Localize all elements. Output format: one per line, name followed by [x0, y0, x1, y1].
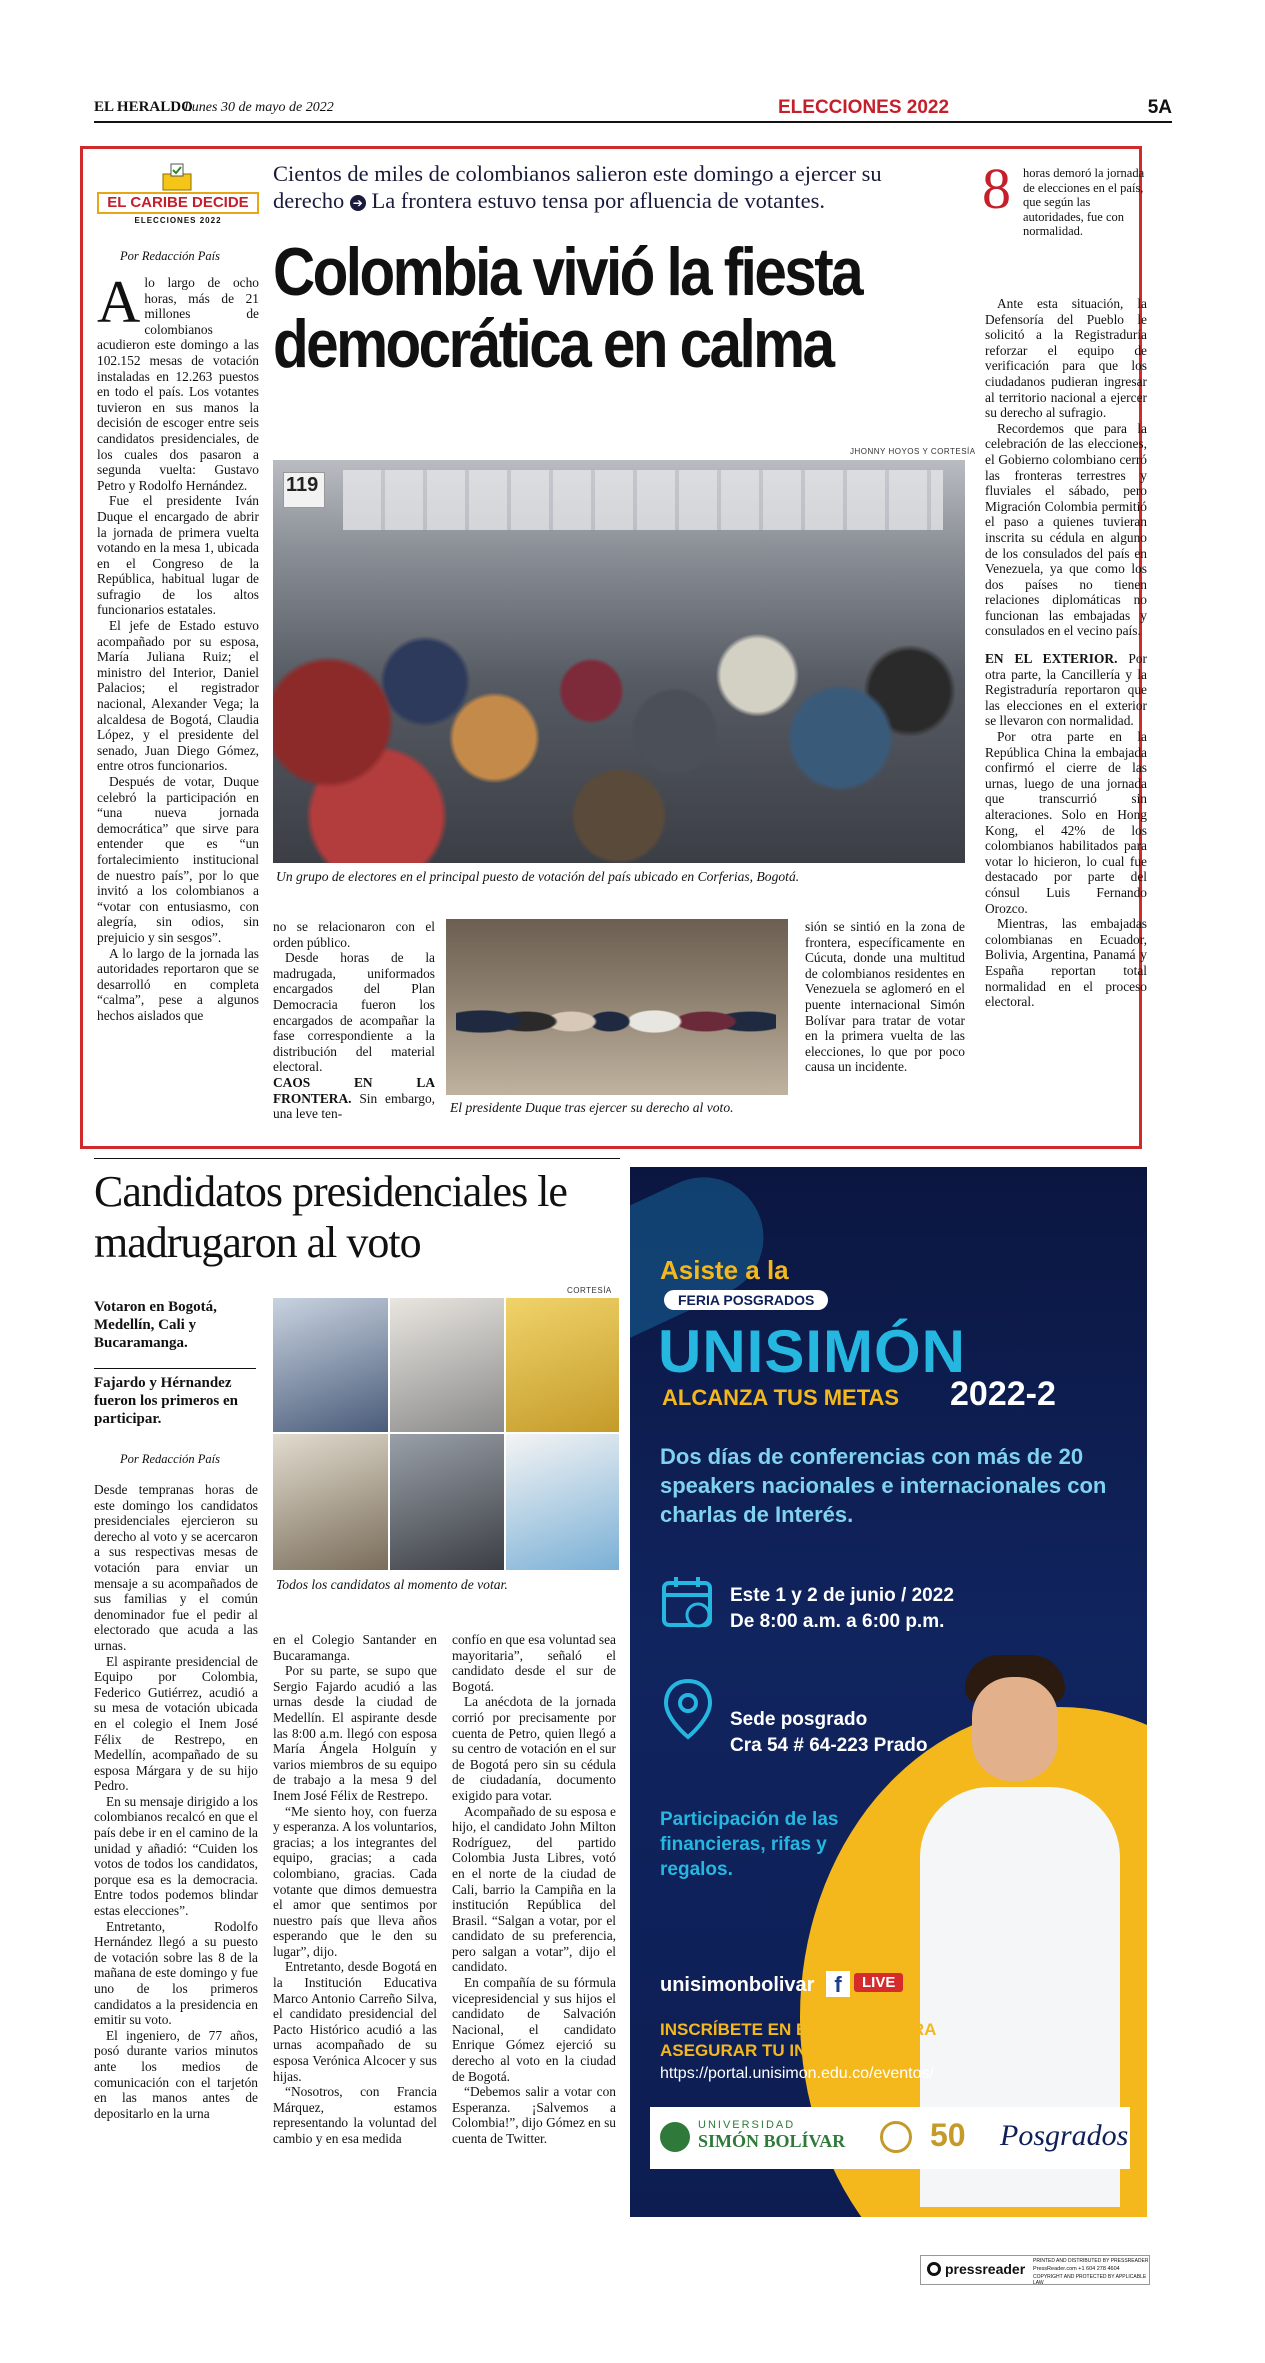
second-column-1 — [94, 1482, 258, 2121]
uni-small-label: UNIVERSIDAD — [698, 2119, 796, 2131]
lead-col1-p3: El jefe de Estado estuvo acompañado por su esposa, María Juliana Ruiz; el ministro del Interior, Daniel Palacios; el registrador nacional, Alexander Vega; la alcaldesa de Bogotá, Claudia López, y el presidente del senado, Juan Diego Gómez, entre otros funcionarios. — [97, 618, 259, 774]
ad-tagline: ALCANZA TUS METAS — [662, 1385, 900, 1410]
ad-date-line-2: De 8:00 a.m. a 6:00 p.m. — [730, 1611, 945, 1632]
candidate-photo-4 — [273, 1434, 388, 1570]
right-p3 — [985, 651, 1147, 729]
second-c1-p3: En su mensaje dirigido a los colombianos recalcó en que el país debe ir en el camino de la unidad y añadió: “Cuiden los votos de todos los candidatos, porque esa es la democracia. Entre todos podemos blindar estas elecciones”. — [94, 1793, 258, 1919]
candidates-photo-grid — [273, 1298, 619, 1570]
candidate-photo-1 — [273, 1298, 388, 1432]
ad-brand: UNISIMÓN — [658, 1318, 966, 1385]
second-c3-p5: “Debemos salir a votar con Esperanza. ¡Salvemos a Colombia!”, dijo Gómez en su cuenta de Twitter. — [452, 2084, 617, 2146]
ad-social-handle[interactable]: unisimonbolivar — [660, 1974, 815, 1996]
second-c2-p4: Entretanto, desde Bogotá en la Institución Educativa Marco Antonio Carreño Silva, el candidato presidencial del Pacto Histórico acudió a las urnas acompañado de su esposa Verónica Alcocer y sus hijas. — [273, 1959, 437, 2084]
second-column-2 — [273, 1632, 437, 2147]
ad-participation: Participación de las financieras, rifas y regalos. — [660, 1809, 839, 1880]
lead-col2-p3-text: Sin embargo, una leve ten- — [273, 1090, 435, 1122]
posgrados-logo: Posgrados — [1000, 2119, 1129, 2152]
second-photo-credit: CORTESÍA — [567, 1286, 612, 1295]
main-photo-credit: JHONNY HOYOS Y CORTESÍA — [850, 447, 976, 456]
right-p1: Ante esta situación, la Defensoría del Pueblo le solicitó a la Registraduría reforzar el equipo de verificación para que los ciudadanos pudieran ingresar al territorio nacional a ejercer su derecho al sufragio. — [985, 296, 1147, 421]
second-column-3 — [452, 1632, 616, 2147]
ad-date-line-1: Este 1 y 2 de junio / 2022 — [730, 1585, 954, 1606]
right-p5: Mientras, las embajadas colombianas en Ecuador, Bolivia, Argentina, Panamá y España reportan total normalidad en el proceso electoral. — [985, 916, 1147, 1010]
ad-place-line-1: Sede posgrado — [730, 1709, 868, 1730]
lead-col1-p5: A lo largo de la jornada las autoridades reportaron que se desarrolló en completa “calma”, pese a algunos hechos aislados que — [97, 945, 259, 1023]
right-p3-text: Por otra parte, la Cancillería y la Registraduría reportaron que las elecciones en el exterior se llevaron con normalidad. — [985, 651, 1147, 729]
paper-name: EL HERALDO — [94, 99, 193, 115]
facebook-icon[interactable]: f — [826, 1971, 850, 1997]
deck-text-2: La frontera estuvo tensa por afluencia de votantes. — [371, 188, 826, 213]
candidate-photo-2 — [390, 1298, 504, 1432]
second-byline: Por Redacción País — [120, 1452, 220, 1466]
lead-col1-p1: lo largo de ocho horas, más de 21 millones de colombianos acudieron este domingo a las 102.152 mesas de votación instaladas en 12.263 puestos en todo el país. Los votantes tuvieron en sus manos la decisión de escoger entre seis candidatos presidenciales, de los cuales dos pasaron a segunda vuelta: Gustavo Petro y Rodolfo Hernández. — [97, 275, 259, 493]
university-crest-icon — [660, 2122, 690, 2152]
right-p2: Recordemos que para la celebración de las elecciones, el Gobierno colombiano cerró las fronteras terrestres y fluviales el sábado, pero Migración Colombia permitió el paso a quienes tuvieran inscrita su cédula en alguno de los consulados del país en Venezuela, ya que como los dos países no tienen relaciones diplomáticas no funcionan las embajadas y consulados en el vecino país. — [985, 420, 1147, 639]
uni-name: SIMÓN BOLÍVAR — [698, 2131, 846, 2151]
side-stat-text: horas demoró la jornada de elecciones en el país, que según las autoridades, fue con normalidad. — [1023, 166, 1145, 238]
second-c2-p2: Por su parte, se supo que Sergio Fajardo acudió a las urnas desde la ciudad de Medellín. El aspirante desde las 8:00 a.m. llegó con esposa María Ángela Holguín y varios miembros de su equipo de trabajo a la mesa 9 del Inem José Félix de Restrepo. — [273, 1663, 437, 1803]
accreditation-seal-icon — [880, 2121, 912, 2153]
second-c2-p3: “Me siento hoy, con fuerza y esperanza. A los voluntarios, gracias; a los integrantes del equipo, gracias; a cada colombiano, gracias. Cada votante que dimos demuestra el amor que sentimos por nuestro país que lleva años esperando que le den su lugar”, dijo. — [273, 1803, 437, 1959]
lead-col2-p3 — [273, 1075, 435, 1122]
issue-date: Lunes 30 de mayo de 2022 — [184, 100, 334, 115]
lead-column-right — [985, 296, 1147, 1010]
lead-column-2 — [273, 919, 435, 1122]
second-photo-caption: Todos los candidatos al momento de votar. — [276, 1577, 508, 1592]
second-c1-p4: Entretanto, Rodolfo Hernández llegó a su puesto de votación sobre las 8 de la mañana de este domingo y fue uno de los primeros candidatos a la presidencia en emitir su voto. — [94, 1918, 258, 2028]
second-c3-p1: confío en que esa voluntad sea mayoritaria”, señaló el candidato desde el sur de Bogotá. — [452, 1632, 616, 1694]
main-photo-caption: Un grupo de electores en el principal puesto de votación del país ubicado en Corferias, Bogotá. — [276, 869, 800, 884]
second-deck-divider — [94, 1368, 256, 1369]
lead-col2-p2: Desde horas de la madrugada, uniformados encargados del Plan Democracia fueron los encargados de acompañar la fase correspondiente a la distribución del material electoral. — [273, 950, 435, 1075]
second-deck-1: Votaron en Bogotá, Medellín, Cali y Bucaramanga. — [94, 1299, 217, 1351]
candidate-photo-6 — [506, 1434, 619, 1570]
ad-cta-line-1: INSCRÍBETE EN ESTE LINK PARA — [660, 2020, 937, 2039]
duque-photo-people — [456, 939, 776, 1089]
second-deck-2: Fajardo y Hérnandez fueron los primeros en participar. — [94, 1375, 239, 1427]
lead-col4-p1: sión se sintió en la zona de frontera, específicamente en Cúcuta, donde una multitud de colombianos residentes en Venezuela se aglomeró en el puente internacional Simón Bolívar para tratar de votar en la primera vuelta de las elecciones, lo que por poco causa un incidente. — [805, 919, 965, 1075]
badge-title: EL CARIBE DECIDE — [97, 192, 259, 214]
exterior-kicker: EN EL EXTERIOR. — [985, 651, 1118, 667]
crowd-people — [273, 550, 965, 863]
frontera-kicker: CAOS EN LA FRONTERA. — [273, 1074, 435, 1106]
second-c2-p1: en el Colegio Santander en Bucaramanga. — [273, 1632, 437, 1663]
duque-photo-caption: El presidente Duque tras ejercer su derecho al voto. — [450, 1100, 734, 1115]
second-c3-p4: En compañía de su fórmula vicepresidencial y sus hijos el candidato de Salvación Nacional, el candidato Enrique Gómez ejerció su derecho al voto en la ciudad de Bogotá. — [452, 1975, 616, 2084]
lead-deck — [273, 160, 948, 214]
page-number: 5A — [1147, 97, 1172, 118]
pressreader-printed: PRINTED AND DISTRIBUTED BY PRESSREADER — [1033, 2258, 1149, 2264]
lead-byline: Por Redacción País — [120, 249, 220, 263]
ballot-box-icon — [157, 162, 197, 192]
lead-headline: Colombia vivió la fiesta democrática en calma — [273, 234, 862, 382]
lead-column-1 — [97, 269, 259, 1024]
second-c2-p5: “Nosotros, con Francia Márquez, estamos representando la voluntad del cambio y en esa medida — [273, 2084, 437, 2146]
ad-cta-line-2: ASEGURAR TU INGRESO!! — [660, 2041, 880, 2060]
second-story-rule — [94, 1158, 620, 1159]
location-pin-icon — [662, 1677, 714, 1743]
right-p4: Por otra parte en la República China la embajada confirmó el cierre de las urnas, luego de una jornada que transcurrió sin alteraciones. Solo en Hong Kong, el 42% de los colombianos habilitados para votar lo hicieron, lo cual fue destacado por parte del cónsul Luis Fernando Orozco. — [985, 729, 1147, 916]
candidate-photo-5 — [390, 1434, 504, 1570]
ad-place-line-2: Cra 54 # 64-223 Prado — [730, 1735, 928, 1756]
candidate-photo-3 — [506, 1298, 619, 1432]
second-c1-p1: Desde tempranas horas de este domingo los candidatos presidenciales ejercieron su derecho al voto y se acercaron a sus respectivas mesas de votación para enviar un mensaje a su acompañados de sus familias y el común denominador fue el pedir al electorado que acuda a las urnas. — [94, 1482, 258, 1653]
ad-year: 2022-2 — [950, 1375, 1056, 1413]
unisimon-ad[interactable] — [630, 1167, 1147, 2217]
pressreader-copyright: COPYRIGHT AND PROTECTED BY APPLICABLE LAW — [1033, 2274, 1147, 2286]
arrow-right-icon: ➔ — [350, 195, 366, 211]
fifty-years-logo: 50 — [930, 2117, 966, 2153]
badge-subtitle: ELECCIONES 2022 — [134, 216, 222, 225]
drop-cap: A — [97, 269, 141, 335]
pressreader-footer — [920, 2255, 1150, 2285]
calendar-icon — [658, 1573, 718, 1633]
deck-text-1: Cientos de miles de colombianos salieron este domingo a ejercer su derecho — [273, 161, 882, 213]
masthead — [94, 97, 1172, 119]
lead-column-4 — [805, 919, 965, 1075]
pressreader-phone: PressReader.com +1 604 278 4604 — [1033, 2266, 1120, 2272]
second-c1-p2: El aspirante presidencial de Equipo por Colombia, Federico Gutiérrez, acudió a su mesa de votación ubicada en el colegio el Inem José Félix de Restrepo, en Medellín, acompañado de su esposa Márgara y de su hijo Pedro. — [94, 1653, 258, 1794]
second-headline: Candidatos presidenciales le madrugaron al voto — [94, 1167, 567, 1267]
duque-photo — [446, 919, 788, 1095]
lead-col2-p1: no se relacionaron con el orden público. — [273, 919, 435, 950]
voting-booths — [343, 470, 943, 530]
masthead-rule — [94, 121, 1172, 123]
main-photo — [273, 460, 965, 863]
ad-url[interactable]: https://portal.unisimon.edu.co/eventos/ — [660, 2065, 934, 2082]
ad-description: Dos días de conferencias con más de 20 speakers nacionales e internacionales con charlas de Interés. — [660, 1444, 1107, 1527]
section-name: ELECCIONES 2022 — [778, 97, 950, 118]
ad-logo-strip — [650, 2107, 1130, 2169]
model-face — [972, 1677, 1058, 1781]
ad-pill: FERIA POSGRADOS — [664, 1290, 828, 1310]
caribe-decide-badge — [97, 162, 259, 232]
ad-intro: Asiste a la — [660, 1255, 789, 1285]
second-c1-p5: El ingeniero, de 77 años, posó durante varios minutos ante los medios de comunicación con el tarjetón en las manos antes de depositarlo en la urna — [94, 2027, 258, 2121]
lead-col1-p4: Después de votar, Duque celebró la participación en “una nueva jornada democrática” que sirve para entender que es “un fortalecimiento institucional de nuestro país”, por lo que invitó a los colombianos a “votar con entusiasmo, con alegría, sin odios, sin prejuicio y sin sesgos”. — [97, 774, 259, 945]
booth-number: 119 — [286, 474, 319, 496]
side-stat-number: 8 — [982, 156, 1011, 221]
pressreader-logo: pressreader — [945, 2261, 1026, 2277]
lead-col1-p2: Fue el presidente Iván Duque el encargado de abrir la jornada de primera vuelta votando en la mesa 1, ubicada en el Congreso de la República, habitual lugar de sufragio de los altos funcionarios estatales. — [97, 493, 259, 618]
pressreader-icon — [927, 2262, 941, 2276]
second-c3-p3: Acompañado de su esposa e hijo, el candidato John Milton Rodríguez, del partido Colombia Justa Libres, votó en el norte de la ciudad de Cali, barrio la Campiña en la institución República del Brasil. “Salgan a votar, por el candidato de su preferencia, pero salgan a votar”, dijo el candidato. — [452, 1803, 616, 1975]
second-c3-p2: La anécdota de la jornada corrió por precisamente por cuenta de Petro, quien llegó a su centro de votación en el sur de Bogotá pero sin su cédula de ciudadanía, documento exigido para votar. — [452, 1694, 616, 1803]
ad-live-badge[interactable]: LIVE — [854, 1973, 903, 1992]
